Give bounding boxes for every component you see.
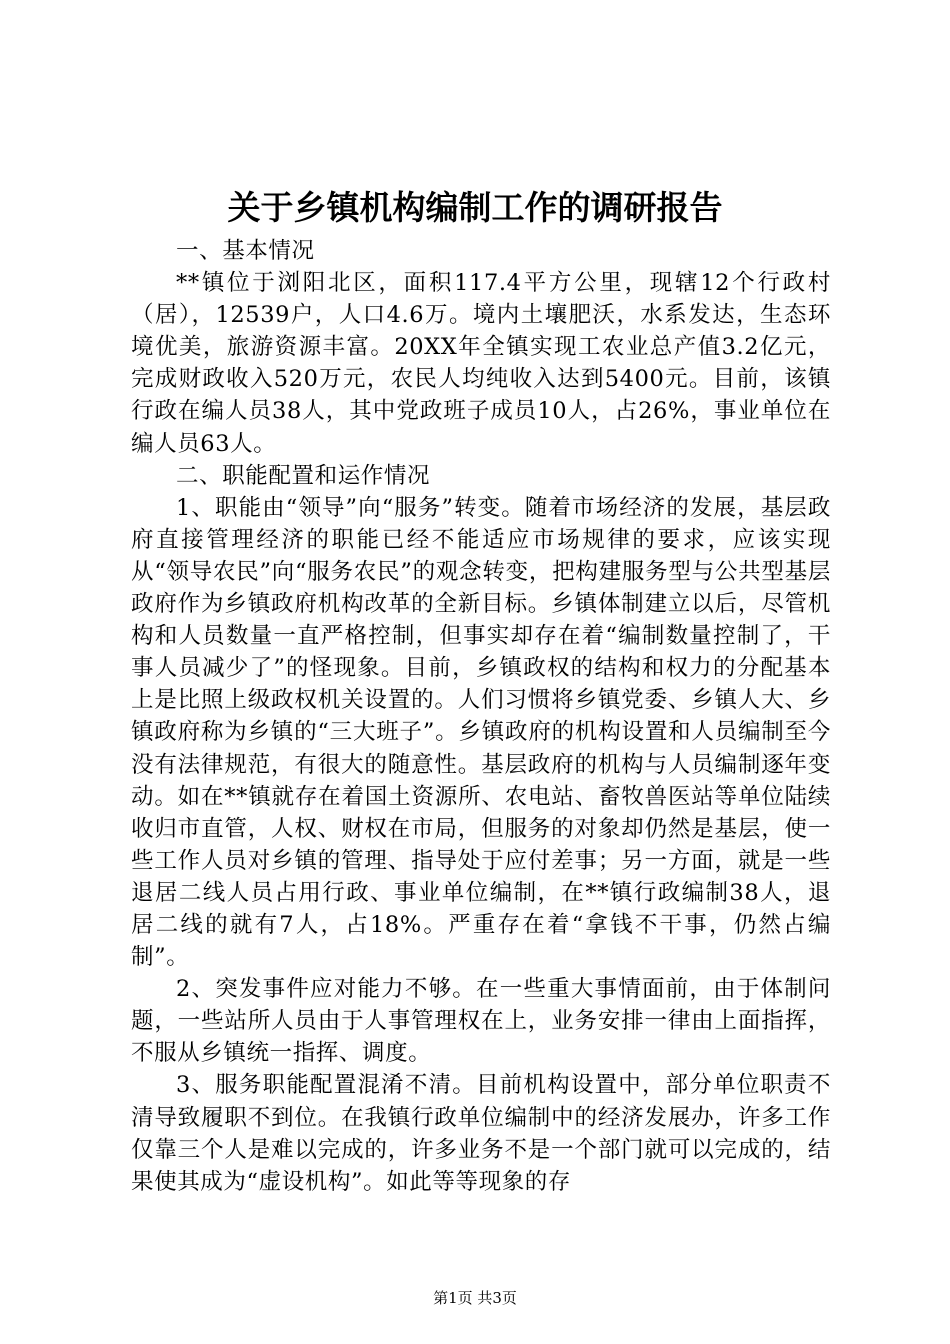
- section-heading-basic: 一、基本情况: [176, 238, 315, 264]
- paragraph-point-1: 1、职能由“领导”向“服务”转变。随着市场经济的发展，基层政府直接管理经济的职能已经不能适应市场规律的要求，应该实现从“领导农民”向“服务农民”的观念转变，把构建服务型与公共型基层政府作为乡镇政府机构改革的全新目标。乡镇体制建立以后，尽管机构和人员数量一直严格控制，但事实却存在着“编制数量控制了，干事人员减少了”的怪现象。目前，乡镇政权的结构和权力的分配基本上是比照上级政权机关设置的。人们习惯将乡镇党委、乡镇人大、乡镇政府称为乡镇的“三大班子”。乡镇政府的机构设置和人员编制至今没有法律规范，有很大的随意性。基层政府的机构与人员编制逐年变动。如在**镇就存在着国土资源所、农电站、畜牧兽医站等单位陆续收归市直管，人权、财权在市局，但服务的对象却仍然是基层，使一些工作人员对乡镇的管理、指导处于应付差事；另一方面，就是一些退居二线人员占用行政、事业单位编制，在**镇行政编制38人，退居二线的就有7人，占18%。严重存在着“拿钱不干事，仍然占编制”。: [131, 494, 831, 971]
- paragraph-point-2: 2、突发事件应对能力不够。在一些重大事情面前，由于体制问题，一些站所人员由于人事管理权在上，业务安排一律由上面指挥，不服从乡镇统一指挥、调度。: [131, 976, 831, 1067]
- page-footer: 第1页 共3页: [433, 1289, 517, 1307]
- document-title: 关于乡镇机构编制工作的调研报告: [227, 188, 723, 227]
- paragraph-basic-info: **镇位于浏阳北区，面积117.4平方公里，现辖12个行政村（居），12539户，人口4.6万。境内土壤肥沃，水系发达，生态环境优美，旅游资源丰富。20XX年全镇实现工农业总产值3.2亿元，完成财政收入520万元，农民人均纯收入达到5400元。目前，该镇行政在编人员38人，其中党政班子成员10人，占26%，事业单位在编人员63人。: [131, 270, 831, 457]
- section-heading-functions: 二、职能配置和运作情况: [176, 462, 431, 489]
- document-body: [131, 235, 831, 1198]
- paragraph-point-3: 3、服务职能配置混淆不清。目前机构设置中，部分单位职责不清导致履职不到位。在我镇行政单位编制中的经济发展办，许多工作仅靠三个人是难以完成的，许多业务不是一个部门就可以完成的，结果使其成为“虚设机构”。如此等等现象的存: [131, 1072, 831, 1195]
